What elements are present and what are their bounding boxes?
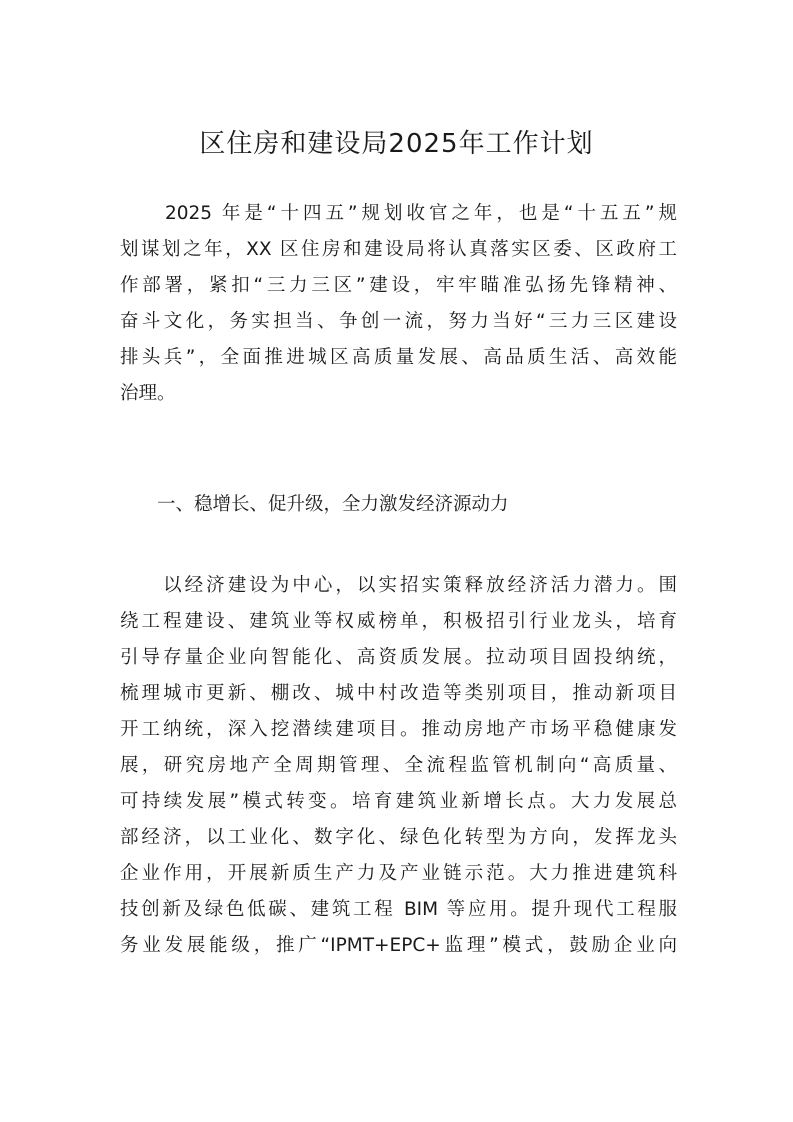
paragraph-line: 展，研究房地产全周期管理、全流程监管机制向“高质量、 <box>120 755 677 776</box>
paragraph-line: 开工纳统，深入挖潜续建项目。推动房地产市场平稳健康发 <box>120 719 677 740</box>
section-paragraph <box>120 568 677 964</box>
paragraph-line: 引导存量企业向智能化、高资质发展。拉动项目固投纳统， <box>120 647 677 668</box>
paragraph-line: 部经济，以工业化、数字化、绿色化转型为方向，发挥龙头 <box>120 827 677 848</box>
section-heading-text: 一、稳增长、促升级，全力激发经济源动力 <box>120 494 509 515</box>
paragraph-line: 可持续发展”模式转变。培育建筑业新增长点。大力发展总 <box>120 791 677 812</box>
paragraph-line: 划谋划之年，XX 区住房和建设局将认真落实区委、区政府工 <box>120 239 677 260</box>
intro-paragraph <box>120 196 677 412</box>
paragraph-line: 绕工程建设、建筑业等权威榜单，积极招引行业龙头，培育 <box>120 611 677 632</box>
paragraph-line: 奋斗文化，务实担当、争创一流，努力当好“三力三区建设 <box>120 311 677 332</box>
paragraph-line: 治理。 <box>120 383 176 404</box>
paragraph-line: 务业发展能级，推广“IPMT+EPC+监理”模式，鼓励企业向 <box>120 935 677 956</box>
paragraph-line: 企业作用，开展新质生产力及产业链示范。大力推进建筑科 <box>120 863 677 884</box>
section-heading <box>120 487 677 523</box>
paragraph-line: 作部署，紧扣“三力三区”建设，牢牢瞄准弘扬先锋精神、 <box>120 275 677 296</box>
paragraph-line: 2025 年是“十四五”规划收官之年，也是“十五五”规 <box>120 203 677 224</box>
paragraph-line: 排头兵”，全面推进城区高质量发展、高品质生活、高效能 <box>120 347 677 368</box>
paragraph-line: 梳理城市更新、棚改、城中村改造等类别项目，推动新项目 <box>120 683 677 704</box>
paragraph-line: 技创新及绿色低碳、建筑工程 BIM 等应用。提升现代工程服 <box>120 899 677 920</box>
document-title: 区住房和建设局2025年工作计划 <box>199 129 594 159</box>
paragraph-line: 以经济建设为中心，以实招实策释放经济活力潜力。围 <box>120 575 677 596</box>
